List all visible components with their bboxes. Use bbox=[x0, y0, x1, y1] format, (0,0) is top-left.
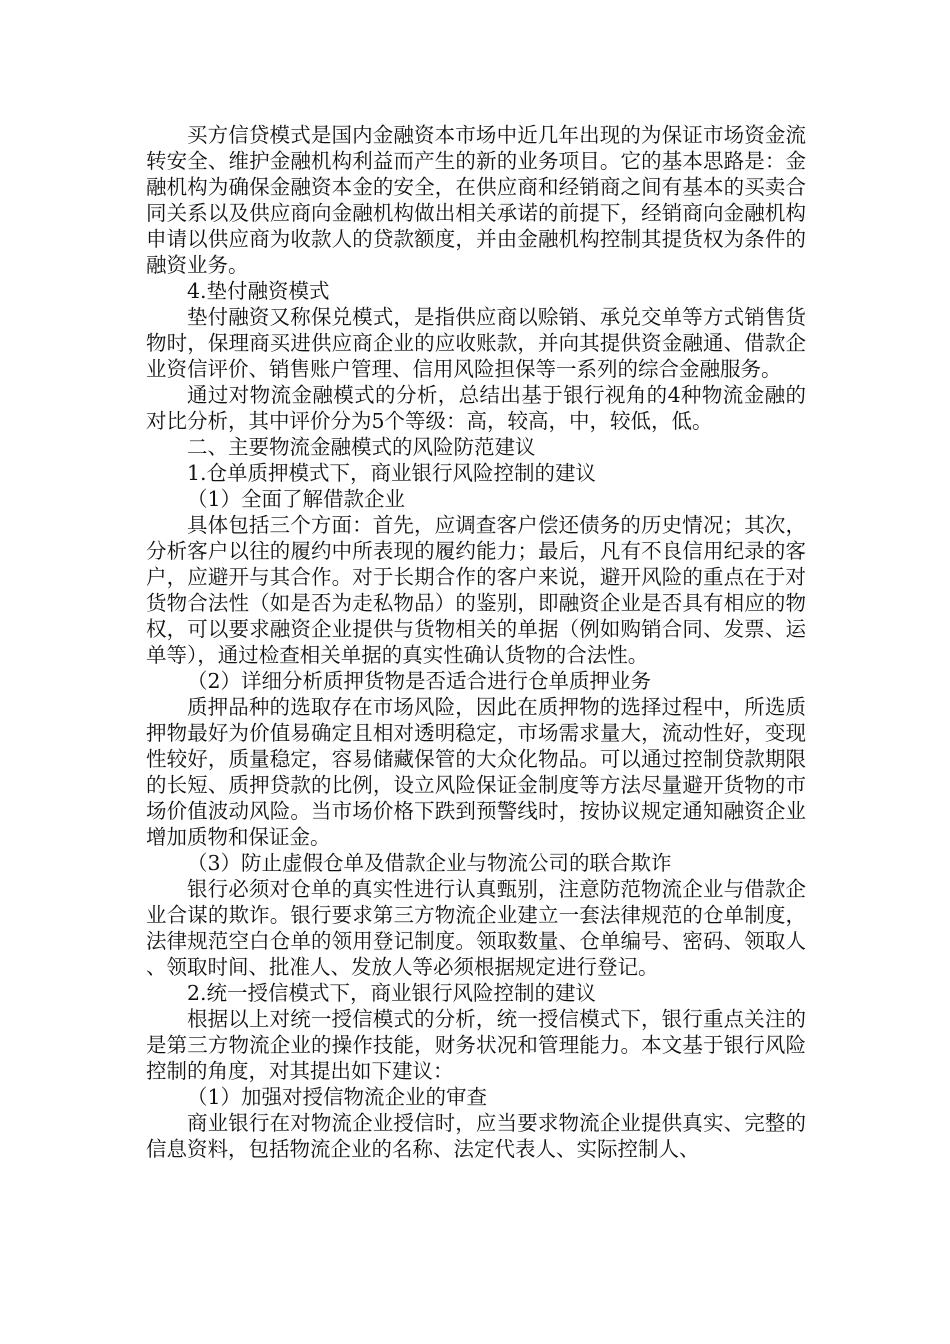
heading-warehouse-receipt: 1.仓单质押模式下，商业银行风险控制的建议 bbox=[187, 461, 597, 485]
paragraph-understand-borrower: 具体包括三个方面：首先，应调查客户偿还债务的历史情况；其次，分析客户以往的履约中所表现的履约能力；最后，凡有不良信用纪录的客户，应避开与其合作。对于长期合作的客户来说，避开风险的重点在于对货物合法性（如是否为走私物品）的鉴别，即融资企业是否具有相应的物权，可以要求融资企业提供与货物相关的单据（例如购销合同、发票、运单等），通过检查相关单据的真实性确认货物的合法性。 bbox=[146, 513, 806, 667]
subheading-understand-borrower: （1）全面了解借款企业 bbox=[187, 487, 406, 511]
heading-unified-credit: 2.统一授信模式下，商业银行风险控制的建议 bbox=[187, 981, 597, 1005]
paragraph-advance-financing: 垫付融资又称保兑模式，是指供应商以赊销、承兑交单等方式销售货物时，保理商买进供应商企业的应收账款，并向其提供资金融通、借款企业资信评价、销售账户管理、信用风险担保等一系列的综合金融服务。 bbox=[146, 305, 806, 381]
subheading-prevent-fraud: （3）防止虚假仓单及借款企业与物流公司的联合欺诈 bbox=[187, 851, 672, 875]
heading-section-two: 二、主要物流金融模式的风险防范建议 bbox=[187, 435, 536, 459]
paragraph-buyer-credit: 买方信贷模式是国内金融资本市场中近几年出现的为保证市场资金流转安全、维护金融机构利益而产生的新的业务项目。它的基本思路是：金融机构为确保金融资本金的安全，在供应商和经销商之间有基本的买卖合同关系以及供应商向金融机构做出相关承诺的前提下，经销商向金融机构申请以供应商为收款人的贷款额度，并由金融机构控制其提货权为条件的融资业务。 bbox=[146, 123, 806, 277]
subheading-analyze-goods: （2）详细分析质押货物是否适合进行仓单质押业务 bbox=[187, 669, 652, 693]
document-body bbox=[146, 122, 806, 1162]
paragraph-analyze-goods: 质押品种的选取存在市场风险，因此在质押物的选择过程中，所选质押物最好为价值易确定且相对透明稳定，市场需求量大，流动性好，变现性较好，质量稳定，容易储藏保管的大众化物品。可以通过控制贷款期限的长短、质押贷款的比例，设立风险保证金制度等方法尽量避开货物的市场价值波动风险。当市场价格下跌到预警线时，按协议规定通知融资企业增加质物和保证金。 bbox=[146, 695, 806, 849]
paragraph-unified-credit: 根据以上对统一授信模式的分析，统一授信模式下，银行重点关注的是第三方物流企业的操作技能，财务状况和管理能力。本文基于银行风险控制的角度，对其提出如下建议： bbox=[146, 1007, 806, 1083]
paragraph-review-logistics: 商业银行在对物流企业授信时，应当要求物流企业提供真实、完整的信息资料，包括物流企业的名称、法定代表人、实际控制人、 bbox=[146, 1111, 806, 1161]
paragraph-model-comparison: 通过对物流金融模式的分析，总结出基于银行视角的4种物流金融的对比分析，其中评价分为5个等级：高，较高，中，较低，低。 bbox=[146, 383, 806, 433]
heading-advance-financing: 4.垫付融资模式 bbox=[187, 279, 330, 303]
paragraph-prevent-fraud: 银行必须对仓单的真实性进行认真甄别，注意防范物流企业与借款企业合谋的欺诈。银行要求第三方物流企业建立一套法律规范的仓单制度，法律规范空白仓单的领用登记制度。领取数量、仓单编号、密码、领取人、领取时间、批准人、发放人等必须根据规定进行登记。 bbox=[146, 877, 806, 979]
subheading-review-logistics: （1）加强对授信物流企业的审查 bbox=[187, 1085, 488, 1109]
